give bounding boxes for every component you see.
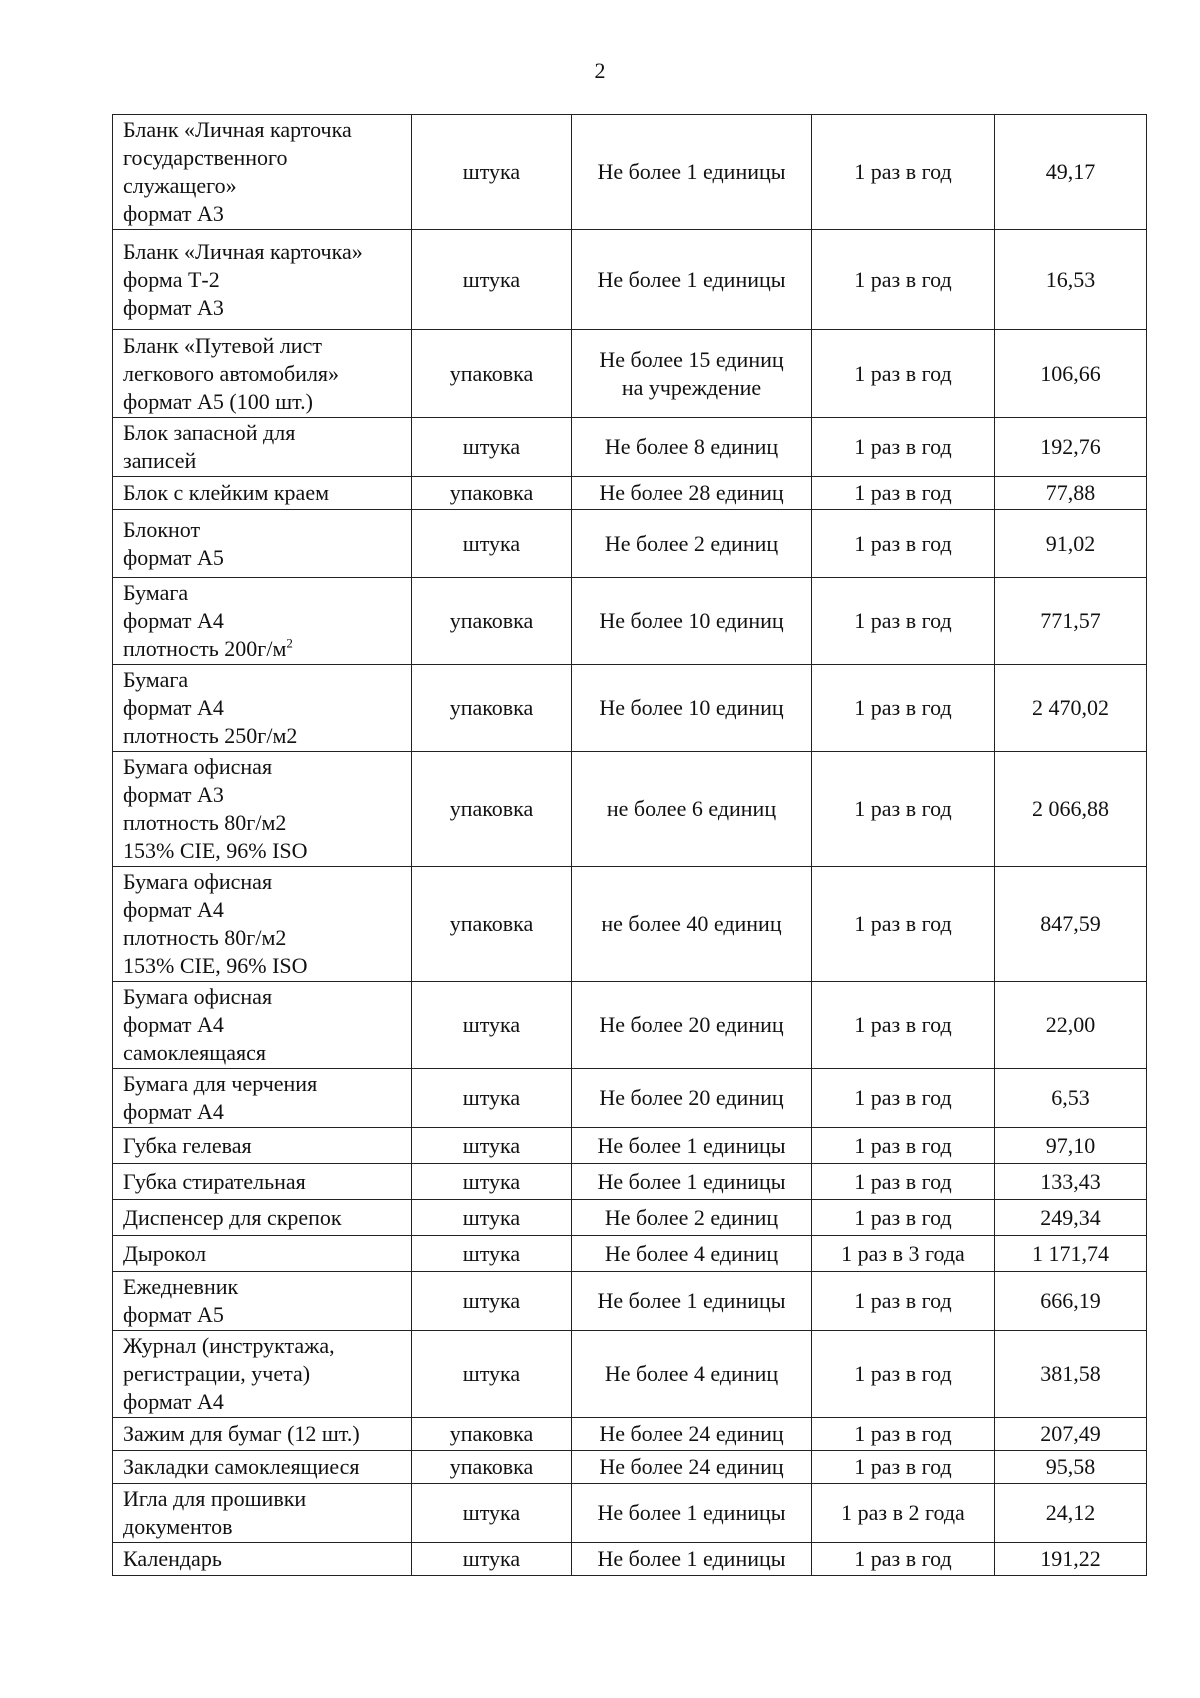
table-row xyxy=(113,982,1147,1069)
item-name-cell: Игла для прошивки документов xyxy=(113,1484,412,1543)
price-cell: 6,53 xyxy=(995,1069,1147,1128)
unit-cell: упаковка xyxy=(412,578,572,665)
price-cell: 91,02 xyxy=(995,510,1147,578)
quantity-cell: Не более 1 единицы xyxy=(572,1164,812,1200)
item-name-cell: Бумага офисная формат А4 самоклеящаяся xyxy=(113,982,412,1069)
period-cell: 1 раз в год xyxy=(812,1331,995,1418)
price-cell: 95,58 xyxy=(995,1451,1147,1484)
unit-cell: штука xyxy=(412,1272,572,1331)
item-name-cell: Календарь xyxy=(113,1543,412,1576)
unit-cell: упаковка xyxy=(412,330,572,418)
page-number: 2 xyxy=(594,58,606,83)
quantity-cell: Не более 20 единиц xyxy=(572,982,812,1069)
table-row xyxy=(113,477,1147,510)
unit-cell: упаковка xyxy=(412,1418,572,1451)
period-cell: 1 раз в 2 года xyxy=(812,1484,995,1543)
item-name-cell: Бумага для черчения формат А4 xyxy=(113,1069,412,1128)
price-cell: 381,58 xyxy=(995,1331,1147,1418)
item-name-cell: Зажим для бумаг (12 шт.) xyxy=(113,1418,412,1451)
item-name-cell: Бумага формат А4 плотность $200г/м^2$ xyxy=(113,578,412,665)
unit-cell: упаковка xyxy=(412,867,572,982)
quantity-cell: не более 6 единиц xyxy=(572,752,812,867)
item-name-cell: Блокнот формат А5 xyxy=(113,510,412,578)
price-cell: 666,19 xyxy=(995,1272,1147,1331)
table-row xyxy=(113,752,1147,867)
price-cell: 133,43 xyxy=(995,1164,1147,1200)
quantity-cell: Не более 1 единицы xyxy=(572,1272,812,1331)
table-row xyxy=(113,1069,1147,1128)
table-body xyxy=(113,115,1147,1576)
unit-cell: штука xyxy=(412,418,572,477)
quantity-cell: Не более 8 единиц xyxy=(572,418,812,477)
period-cell: 1 раз в год xyxy=(812,1451,995,1484)
quantity-cell: не более 40 единиц xyxy=(572,867,812,982)
table-row xyxy=(113,330,1147,418)
item-name-cell: Бланк «Личная карточка государственного служащего» формат А3 xyxy=(113,115,412,230)
price-cell: 16,53 xyxy=(995,230,1147,330)
quantity-cell: Не более 4 единиц xyxy=(572,1331,812,1418)
item-name-cell: Дырокол xyxy=(113,1236,412,1272)
price-cell: 106,66 xyxy=(995,330,1147,418)
period-cell: 1 раз в год xyxy=(812,330,995,418)
table-row xyxy=(113,510,1147,578)
table-row xyxy=(113,115,1147,230)
unit-cell: упаковка xyxy=(412,752,572,867)
item-name-cell: Бумага формат А4 плотность 250г/м2 xyxy=(113,665,412,752)
price-cell: 22,00 xyxy=(995,982,1147,1069)
period-cell: 1 раз в год xyxy=(812,1128,995,1164)
price-cell: 2 470,02 xyxy=(995,665,1147,752)
superscript-exponent: 2 xyxy=(286,635,293,651)
quantity-cell: Не более 1 единицы xyxy=(572,115,812,230)
unit-cell: штука xyxy=(412,1128,572,1164)
quantity-cell: Не более 1 единицы xyxy=(572,1128,812,1164)
period-cell: 1 раз в год xyxy=(812,115,995,230)
unit-cell: упаковка xyxy=(412,1451,572,1484)
unit-cell: упаковка xyxy=(412,477,572,510)
period-cell: 1 раз в год xyxy=(812,752,995,867)
price-cell: 2 066,88 xyxy=(995,752,1147,867)
period-cell: 1 раз в год xyxy=(812,982,995,1069)
period-cell: 1 раз в год xyxy=(812,1200,995,1236)
table-row xyxy=(113,1543,1147,1576)
item-name-cell: Бумага офисная формат А3 плотность 80г/м2 153% CIE, 96% ISO xyxy=(113,752,412,867)
table-row xyxy=(113,1128,1147,1164)
period-cell: 1 раз в год xyxy=(812,867,995,982)
item-name-cell: Ежедневник формат А5 xyxy=(113,1272,412,1331)
price-cell: 249,34 xyxy=(995,1200,1147,1236)
quantity-cell: Не более 10 единиц xyxy=(572,578,812,665)
quantity-cell: Не более 4 единиц xyxy=(572,1236,812,1272)
table-row xyxy=(113,1164,1147,1200)
item-name-cell: Закладки самоклеящиеся xyxy=(113,1451,412,1484)
unit-cell: штука xyxy=(412,1484,572,1543)
unit-cell: штука xyxy=(412,982,572,1069)
quantity-cell: Не более 1 единицы xyxy=(572,1543,812,1576)
quantity-cell: Не более 28 единиц xyxy=(572,477,812,510)
price-cell: 1 171,74 xyxy=(995,1236,1147,1272)
unit-cell: штука xyxy=(412,1164,572,1200)
unit-cell: штука xyxy=(412,510,572,578)
period-cell: 1 раз в год xyxy=(812,1418,995,1451)
price-cell: 97,10 xyxy=(995,1128,1147,1164)
period-cell: 1 раз в год xyxy=(812,1164,995,1200)
unit-cell: штука xyxy=(412,1331,572,1418)
item-name-cell: Блок с клейким краем xyxy=(113,477,412,510)
unit-cell: штука xyxy=(412,1236,572,1272)
quantity-cell: Не более 1 единицы xyxy=(572,230,812,330)
price-cell: 192,76 xyxy=(995,418,1147,477)
period-cell: 1 раз в год xyxy=(812,1069,995,1128)
table-row xyxy=(113,665,1147,752)
table-row xyxy=(113,1484,1147,1543)
quantity-cell: Не более 1 единицы xyxy=(572,1484,812,1543)
period-cell: 1 раз в год xyxy=(812,665,995,752)
quantity-cell: Не более 24 единиц xyxy=(572,1451,812,1484)
item-name-cell: Журнал (инструктажа, регистрации, учета) формат А4 xyxy=(113,1331,412,1418)
price-cell: 191,22 xyxy=(995,1543,1147,1576)
quantity-cell: Не более 10 единиц xyxy=(572,665,812,752)
period-cell: 1 раз в год xyxy=(812,230,995,330)
table-row xyxy=(113,1236,1147,1272)
item-name-cell: Блок запасной для записей xyxy=(113,418,412,477)
item-name-cell: Диспенсер для скрепок xyxy=(113,1200,412,1236)
item-name-cell: Бланк «Личная карточка» форма Т-2 формат А3 xyxy=(113,230,412,330)
table-row xyxy=(113,230,1147,330)
price-cell: 771,57 xyxy=(995,578,1147,665)
item-name-cell: Губка гелевая xyxy=(113,1128,412,1164)
supplies-table xyxy=(112,114,1147,1576)
table-row xyxy=(113,418,1147,477)
period-cell: 1 раз в год xyxy=(812,578,995,665)
period-cell: 1 раз в год xyxy=(812,1272,995,1331)
table-row xyxy=(113,1331,1147,1418)
unit-cell: штука xyxy=(412,1069,572,1128)
table-row xyxy=(113,1200,1147,1236)
period-cell: 1 раз в год xyxy=(812,510,995,578)
table-row xyxy=(113,1418,1147,1451)
item-name-cell: Бланк «Путевой лист легкового автомобиля» формат А5 (100 шт.) xyxy=(113,330,412,418)
table-row xyxy=(113,578,1147,665)
item-name-cell: Губка стирательная xyxy=(113,1164,412,1200)
period-cell: 1 раз в год xyxy=(812,477,995,510)
unit-cell: штука xyxy=(412,1543,572,1576)
period-cell: 1 раз в год xyxy=(812,418,995,477)
table-row xyxy=(113,1272,1147,1331)
quantity-cell: Не более 2 единиц xyxy=(572,1200,812,1236)
period-cell: 1 раз в год xyxy=(812,1543,995,1576)
table-row xyxy=(113,1451,1147,1484)
price-cell: 207,49 xyxy=(995,1418,1147,1451)
price-cell: 77,88 xyxy=(995,477,1147,510)
quantity-cell: Не более 15 единиц на учреждение xyxy=(572,330,812,418)
quantity-cell: Не более 20 единиц xyxy=(572,1069,812,1128)
unit-cell: штука xyxy=(412,115,572,230)
price-cell: 847,59 xyxy=(995,867,1147,982)
unit-cell: штука xyxy=(412,1200,572,1236)
price-cell: 24,12 xyxy=(995,1484,1147,1543)
period-cell: 1 раз в 3 года xyxy=(812,1236,995,1272)
item-name-cell: Бумага офисная формат А4 плотность 80г/м2 153% CIE, 96% ISO xyxy=(113,867,412,982)
table-row xyxy=(113,867,1147,982)
unit-cell: упаковка xyxy=(412,665,572,752)
quantity-cell: Не более 2 единиц xyxy=(572,510,812,578)
price-cell: 49,17 xyxy=(995,115,1147,230)
quantity-cell: Не более 24 единиц xyxy=(572,1418,812,1451)
unit-cell: штука xyxy=(412,230,572,330)
